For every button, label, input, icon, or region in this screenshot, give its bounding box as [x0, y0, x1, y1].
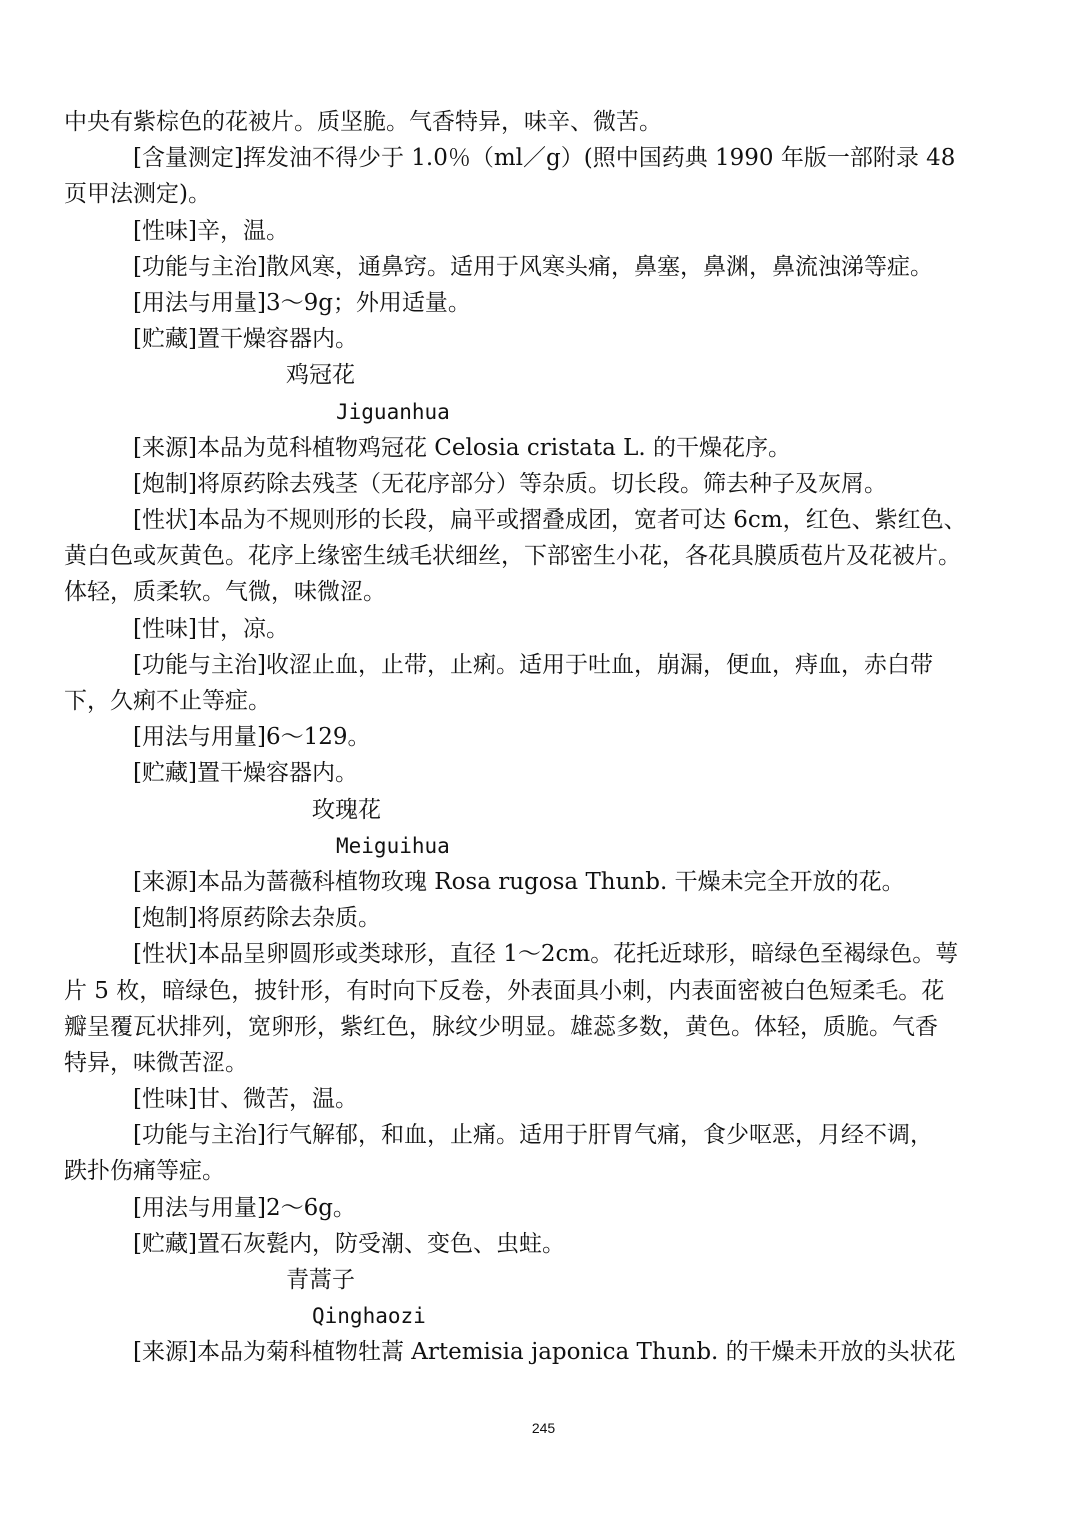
text-line: [炮制]将原药除去杂质。: [133, 905, 381, 932]
text-line: 片 5 枚，暗绿色，披针形，有时向下反卷，外表面具小刺，内表面密被白色短柔毛。花: [64, 977, 945, 1004]
text-line: [来源]本品为苋科植物鸡冠花 Celosia cristata L. 的干燥花序。: [133, 434, 792, 461]
text-line: [性味]甘，凉。: [133, 615, 289, 642]
entry-pinyin: Jiguanhua: [336, 399, 450, 424]
text-line: [功能与主治]收涩止血，止带，止痢。适用于吐血，崩漏，便血，痔血，赤白带: [133, 651, 933, 678]
text-line: [来源]本品为菊科植物牡蒿 Artemisia japonica Thunb. 的干燥未开放的头状花: [133, 1339, 956, 1366]
text-line: 特异，味微苦涩。: [64, 1049, 248, 1076]
text-line: [用法与用量]2～6g。: [133, 1194, 356, 1221]
text-line: 页甲法测定)。: [64, 181, 211, 208]
text-line: [功能与主治]行气解郁，和血，止痛。适用于肝胃气痛，食少呕恶，月经不调，: [133, 1122, 933, 1149]
text-line: [功能与主治]散风寒，通鼻窍。适用于风寒头痛，鼻塞，鼻渊，鼻流浊涕等症。: [133, 253, 933, 280]
page-body: [64, 104, 1029, 1371]
text-line: 体轻，质柔软。气微，味微涩。: [64, 579, 386, 606]
text-line: 黄白色或灰黄色。花序上缘密生绒毛状细丝，下部密生小花，各花具膜质苞片及花被片。: [64, 543, 961, 570]
entry-title: 鸡冠花: [286, 362, 355, 389]
text-line: [用法与用量]3～9g；外用适量。: [133, 289, 471, 316]
entry-pinyin: Qinghaozi: [312, 1304, 426, 1329]
text-line: [含量测定]挥发油不得少于 1.0％（ml／g）(照中国药典 1990 年版一部附录 48: [133, 145, 956, 172]
text-line: [性状]本品呈卵圆形或类球形，直径 1～2cm。花托近球形，暗绿色至褐绿色。萼: [133, 941, 959, 968]
entry-title: 玫瑰花: [312, 796, 381, 823]
text-line: 瓣呈覆瓦状排列，宽卵形，紫红色，脉纹少明显。雄蕊多数，黄色。体轻，质脆。气香: [64, 1013, 938, 1040]
text-line: [性味]辛，温。: [133, 217, 289, 244]
text-line: [炮制]将原药除去残茎（无花序部分）等杂质。切长段。筛去种子及灰屑。: [133, 470, 887, 497]
entry-title: 青蒿子: [286, 1267, 355, 1293]
entry-pinyin: Meiguihua: [336, 833, 450, 858]
text-line: 中央有紫棕色的花被片。质坚脆。气香特异，味辛、微苦。: [64, 109, 662, 135]
text-line: [来源]本品为蔷薇科植物玫瑰 Rosa rugosa Thunb. 干燥未完全开放的花。: [133, 868, 905, 895]
text-line: [用法与用量]6～129。: [133, 724, 371, 751]
text-line: [贮藏]置干燥容器内。: [133, 760, 358, 787]
page-number: 245: [531, 1420, 556, 1436]
text-line: [贮藏]置石灰甏内，防受潮、变色、虫蛀。: [133, 1230, 565, 1257]
text-line: [性味]甘、微苦，温。: [133, 1086, 358, 1113]
text-line: 下，久痢不止等症。: [64, 688, 271, 714]
text-line: [贮藏]置干燥容器内。: [133, 326, 358, 353]
text-line: 跌扑伤痛等症。: [64, 1158, 225, 1185]
text-line: [性状]本品为不规则形的长段，扁平或摺叠成团，宽者可达 6cm，红色、紫红色、: [133, 507, 967, 534]
